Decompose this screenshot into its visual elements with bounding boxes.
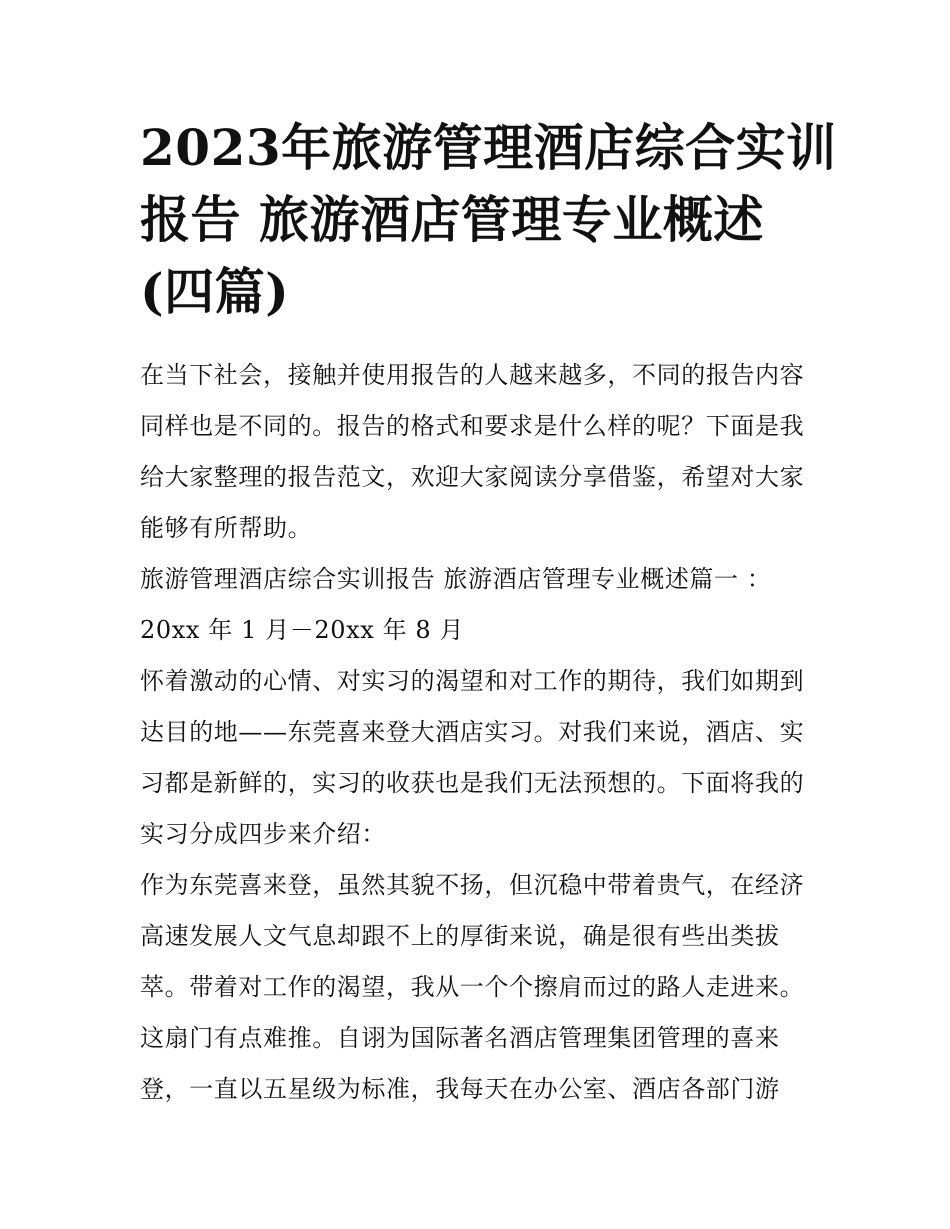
body-paragraph-line: 登，一直以五星级为标准，我每天在办公室、酒店各部门游	[140, 1075, 780, 1103]
document-body	[140, 350, 820, 1115]
body-paragraph-line: 实习分成四步来介绍：	[140, 820, 386, 848]
intro-paragraph-line: 给大家整理的报告范文，欢迎大家阅读分享借鉴，希望对大家	[140, 463, 805, 491]
body-paragraph-line: 高速发展人文气息却跟不上的厚街来说，确是很有些出类拔	[140, 922, 780, 950]
body-paragraph-line: 作为东莞喜来登，虽然其貌不扬，但沉稳中带着贵气，在经济	[140, 871, 805, 899]
body-paragraph-line: 怀着激动的心情、对实习的渴望和对工作的期待，我们如期到	[140, 667, 805, 695]
intro-paragraph-line: 能够有所帮助。	[140, 514, 313, 542]
intro-paragraph-line: 同样也是不同的。报告的格式和要求是什么样的呢？下面是我	[140, 412, 805, 440]
section-heading: 旅游管理酒店综合实训报告 旅游酒店管理专业概述篇一 ：	[140, 565, 772, 593]
body-paragraph-line: 达目的地——东莞喜来登大酒店实习。对我们来说，酒店、实	[140, 718, 805, 746]
title-line: 2023年旅游管理酒店综合实训	[140, 118, 837, 177]
title-line: (四篇)	[140, 262, 290, 321]
intro-paragraph-line: 在当下社会，接触并使用报告的人越来越多，不同的报告内容	[140, 361, 805, 389]
body-paragraph-line: 习都是新鲜的，实习的收获也是我们无法预想的。下面将我的	[140, 769, 805, 797]
title-line: 报告 旅游酒店管理专业概述	[140, 190, 764, 249]
body-paragraph-line: 这扇门有点难推。自诩为国际著名酒店管理集团管理的喜来	[140, 1024, 780, 1052]
document-title	[140, 112, 837, 328]
body-paragraph-line: 萃。带着对工作的渴望，我从一个个擦肩而过的路人走进来。	[140, 973, 805, 1001]
date-range: 20xx 年 1 月－20xx 年 8 月	[140, 616, 465, 644]
document-page	[140, 112, 837, 1115]
